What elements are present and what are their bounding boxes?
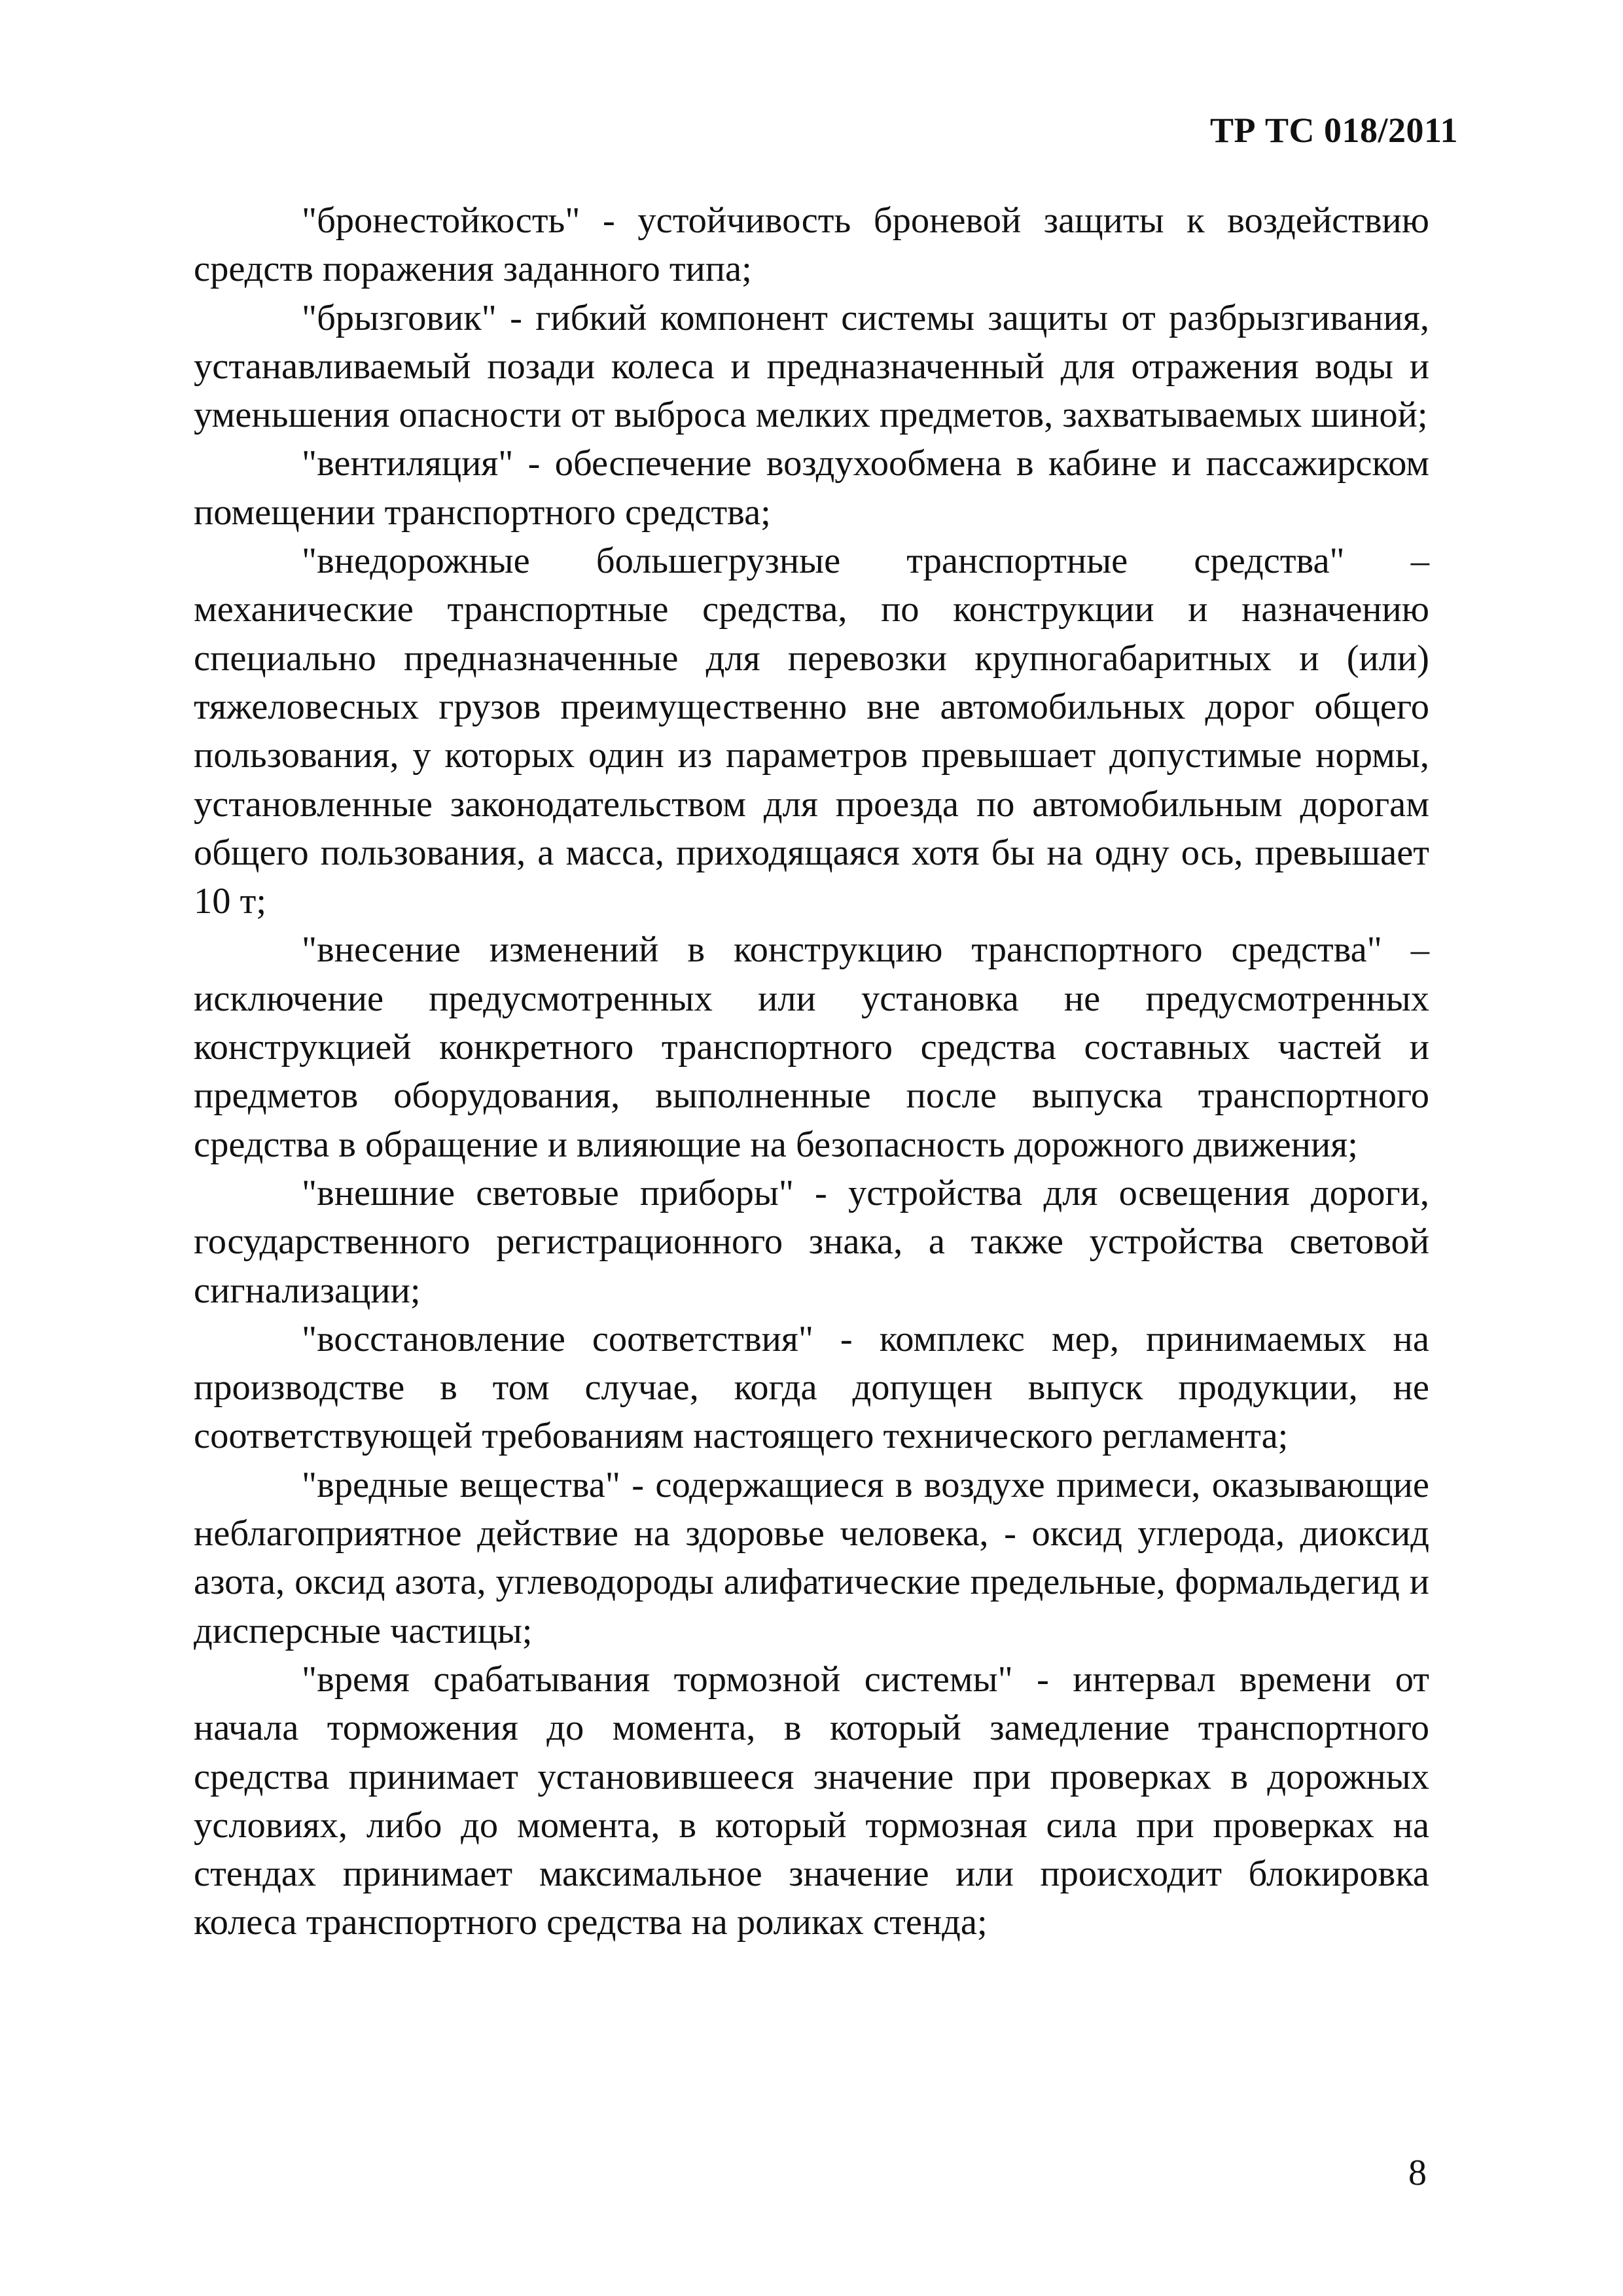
definition-paragraph: "внешние световые приборы" - устройства для освещения дороги, государственного регистрационного знака, а также устройства световой сигнализации;: [194, 1172, 1429, 1311]
definition-paragraph: "восстановление соответствия" - комплекс мер, принимаемых на производстве в том случае, когда допущен выпуск продукции, не соответствующей требованиям настоящего технического регламента;: [194, 1318, 1429, 1457]
page-number: 8: [1408, 2153, 1427, 2193]
document-body: [194, 196, 1429, 1947]
definition-paragraph: "внесение изменений в конструкцию транспортного средства" – исключение предусмотренных или установка не предусмотренных конструкцией конкретного транспортного средства составных частей и предметов оборудования, выполненные после выпуска транспортного средства в обращение и влияющие на безопасность дорожного движения;: [194, 929, 1429, 1165]
definition-paragraph: "вентиляция" - обеспечение воздухообмена в кабине и пассажирском помещении транспортного средства;: [194, 443, 1429, 533]
definition-paragraph: "брызговик" - гибкий компонент системы защиты от разбрызгивания, устанавливаемый позади колеса и предназначенный для отражения воды и уменьшения опасности от выброса мелких предметов, захватываемых шиной;: [194, 297, 1429, 436]
definition-paragraph: "бронестойкость" - устойчивость броневой защиты к воздействию средств поражения заданного типа;: [194, 200, 1429, 290]
document-code-header: ТР ТС 018/2011: [1209, 111, 1458, 150]
definition-paragraph: "время срабатывания тормозной системы" - интервал времени от начала торможения до момента, в который замедление транспортного средства принимает установившееся значение при проверках в дорожных условиях, либо до момента, в который тормозная сила при проверках на стендах принимает максимальное значение или происходит блокировка колеса транспортного средства на роликах стенда;: [194, 1659, 1429, 1943]
definition-paragraph: "вредные вещества" - содержащиеся в воздухе примеси, оказывающие неблагоприятное действие на здоровье человека, - оксид углерода, диоксид азота, оксид азота, углеводороды алифатические предельные, формальдегид и дисперсные частицы;: [194, 1464, 1429, 1651]
definition-paragraph: "внедорожные большегрузные транспортные средства" – механические транспортные средства, по конструкции и назначению специально предназначенные для перевозки крупногабаритных и (или) тяжеловесных грузов преимущественно вне автомобильных дорог общего пользования, у которых один из параметров превышает допустимые нормы, установленные законодательством для проезда по автомобильным дорогам общего пользования, а масса, приходящаяся хотя бы на одну ось, превышает 10 т;: [194, 541, 1429, 922]
